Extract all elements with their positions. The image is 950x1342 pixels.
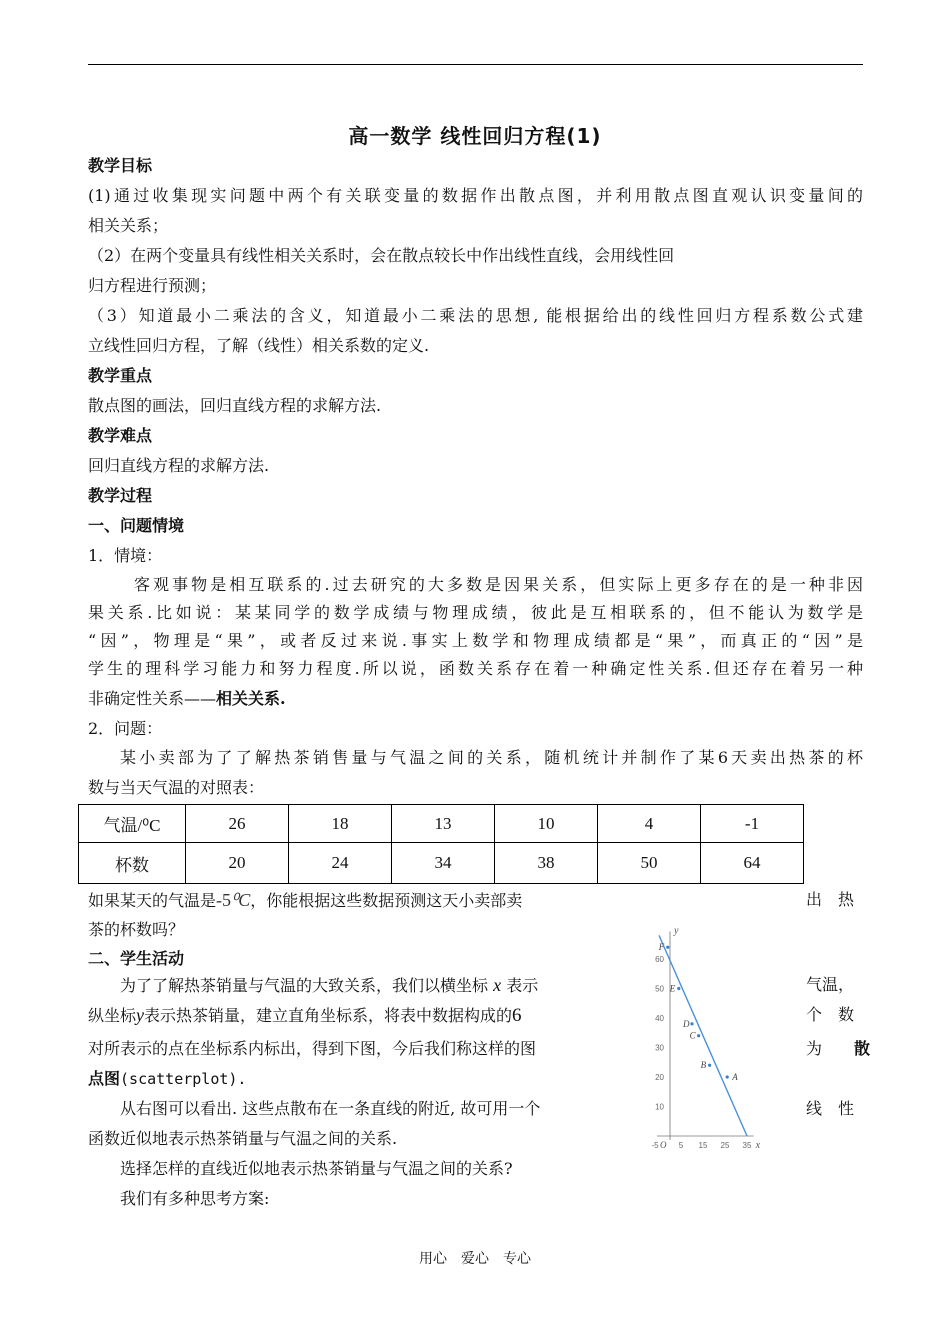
x-tick-label: 25 xyxy=(720,1141,730,1150)
table-row xyxy=(79,805,804,843)
objective-2-line-2: 归方程进行预测； xyxy=(88,276,217,295)
activity-text-1: 为了了解热茶销量与气温的大致关系，我们以横坐标 xyxy=(120,976,489,995)
activity-line-6: 函数近似地表示热茶销量与气温之间的关系. xyxy=(88,1129,398,1148)
point-label: B xyxy=(700,1060,707,1071)
after-table-line-1 xyxy=(88,890,522,911)
situation-line-2: 果关系.比如说：某某同学的数学成绩与物理成绩，彼此是互相联系的，但不能认为数学是 xyxy=(88,603,863,622)
table-cell: 20 xyxy=(186,843,289,884)
table-cell: 18 xyxy=(289,805,392,843)
celsius-unit: ⁰C xyxy=(231,890,251,910)
table-cell: 24 xyxy=(289,843,392,884)
table-cell: -1 xyxy=(701,805,804,843)
objective-3-line-1: （3）知道最小二乘法的含义，知道最小二乘法的思想, 能根据给出的线性回归方程系数公式建 xyxy=(88,306,863,325)
y-variable: y xyxy=(136,1005,145,1025)
point-label: E xyxy=(669,983,676,994)
part1-heading: 一、问题情境 xyxy=(88,516,185,535)
y-axis-label: y xyxy=(674,925,679,937)
scatterplot-term: (scatterplot). xyxy=(120,1070,247,1088)
x-variable: x xyxy=(493,975,502,995)
activity-line-8: 我们有多种思考方案: xyxy=(120,1189,270,1208)
y-tick-label: 50 xyxy=(655,984,664,994)
table-cell: 34 xyxy=(392,843,495,884)
point-label: D xyxy=(683,1018,690,1029)
y-tick-label: 10 xyxy=(655,1102,664,1112)
data-point xyxy=(677,987,680,990)
after-table-text-2: ，你能根据这些数据预测这天小卖部卖 xyxy=(250,891,523,910)
page-title: 高一数学 线性回归方程(1) xyxy=(348,124,602,148)
after-table-line-1-tail: 出 热 xyxy=(806,890,855,909)
situation-line-1: 客观事物是相互联系的.过去研究的大多数是因果关系，但实际上更多存在的是一种非因 xyxy=(134,575,863,594)
data-point xyxy=(666,946,669,949)
data-point xyxy=(726,1075,729,1078)
situation-line-5 xyxy=(88,689,286,709)
trend-line xyxy=(659,935,747,1136)
x-axis-label: x xyxy=(755,1140,761,1151)
page-footer: 用心 爱心 专心 xyxy=(419,1251,531,1267)
header-rule xyxy=(88,64,863,65)
difficulty-text: 回归直线方程的求解方法. xyxy=(88,456,270,475)
scatter-term-start: 散 xyxy=(854,1039,871,1058)
scatter-plot xyxy=(646,918,796,1158)
table-cell: 13 xyxy=(392,805,495,843)
question-line-1: 某小卖部为了了解热茶销售量与气温之间的关系，随机统计并制作了某6天卖出热茶的杯 xyxy=(120,748,863,767)
objective-1-line-1: (1)通过收集现实问题中两个有关联变量的数据作出散点图，并利用散点图直观认识变量间的 xyxy=(88,186,863,205)
objective-1-line-2: 相关关系； xyxy=(88,216,169,235)
data-point xyxy=(697,1034,700,1037)
x-tick-label: 5 xyxy=(678,1141,684,1150)
activity-text-3: 纵坐标 xyxy=(88,1006,137,1025)
y-tick-label: 30 xyxy=(655,1043,664,1053)
data-table xyxy=(78,804,804,884)
table-cell: 38 xyxy=(495,843,598,884)
objectives-heading: 教学目标 xyxy=(88,156,153,175)
after-table-text-1: 如果某天的气温是 xyxy=(88,891,217,910)
activity-line-3-tail xyxy=(806,1039,870,1059)
after-table-line-2: 茶的杯数吗？ xyxy=(88,920,185,939)
data-point xyxy=(690,1022,693,1025)
origin-label: O xyxy=(660,1140,667,1150)
activity-line-1-tail: 气温， xyxy=(806,975,855,994)
table-cell: 64 xyxy=(701,843,804,884)
table-row xyxy=(79,843,804,884)
activity-line-5: 从右图可以看出. 这些点散布在一条直线的附近, 故可用一个 xyxy=(120,1099,541,1118)
pair-count: 6 xyxy=(512,1005,522,1026)
correlation-term: 相关关系. xyxy=(216,689,286,708)
temperature-value: -5 xyxy=(216,890,232,910)
table-cell: 26 xyxy=(186,805,289,843)
key-points-text: 散点图的画法，回归直线方程的求解方法. xyxy=(88,396,382,415)
activity-line-7: 选择怎样的直线近似地表示热茶销量与气温之间的关系? xyxy=(120,1159,513,1178)
activity-line-2-tail: 个 数 xyxy=(806,1005,855,1024)
question-line-2: 数与当天气温的对照表： xyxy=(88,778,265,797)
process-heading: 教学过程 xyxy=(88,486,153,505)
objective-3-line-2: 立线性回归方程，了解（线性）相关系数的定义. xyxy=(88,336,430,355)
y-tick-label: 60 xyxy=(655,955,664,964)
scatter-term-end: 点图 xyxy=(88,1069,121,1088)
situation-line-5-text: 非确定性关系—— xyxy=(88,689,217,708)
x-tick-label: 35 xyxy=(742,1141,752,1150)
point-label: C xyxy=(689,1030,696,1041)
key-points-heading: 教学重点 xyxy=(88,366,153,385)
activity-text-5: 为 xyxy=(806,1039,823,1058)
activity-line-3: 对所表示的点在坐标系内标出，得到下图，今后我们称这样的图 xyxy=(88,1039,537,1058)
part2-heading: 二、学生活动 xyxy=(88,949,185,968)
situation-line-4: 学生的理科学习能力和努力程度.所以说，函数关系存在着一种确定性关系.但还存在着另一种 xyxy=(88,659,863,678)
objective-2-line-1: （2）在两个变量具有线性相关关系时，会在散点较长中作出线性直线，会用线性回 xyxy=(88,246,675,265)
x-tick-label: 15 xyxy=(698,1141,708,1150)
y-tick-label: 40 xyxy=(655,1014,664,1023)
activity-line-1 xyxy=(120,975,538,996)
table-cell: 10 xyxy=(495,805,598,843)
data-point xyxy=(708,1064,711,1067)
point-label: F xyxy=(658,942,665,953)
x-tick-label: -5 xyxy=(651,1141,659,1150)
activity-text-4: 表示热茶销量，建立直角坐标系，将表中数据构成的 xyxy=(144,1006,513,1025)
activity-line-5-tail: 线 性 xyxy=(806,1099,855,1118)
table-header-temperature: 气温/⁰C xyxy=(79,805,186,843)
y-tick-label: 20 xyxy=(655,1073,664,1082)
table-cell: 50 xyxy=(598,843,701,884)
activity-line-2 xyxy=(88,1005,522,1026)
activity-line-4 xyxy=(88,1069,246,1089)
difficulty-heading: 教学难点 xyxy=(88,426,153,445)
point-label: A xyxy=(732,1072,738,1082)
situation-label: 1．情境： xyxy=(88,546,163,565)
situation-line-3: “因”，物理是“果”，或者反过来说.事实上数学和物理成绩都是“果”，而真正的“因”是 xyxy=(88,631,863,650)
activity-text-2: 表示 xyxy=(506,976,539,995)
table-header-cups: 杯数 xyxy=(79,843,186,884)
question-label: 2．问题： xyxy=(88,719,163,738)
table-cell: 4 xyxy=(598,805,701,843)
